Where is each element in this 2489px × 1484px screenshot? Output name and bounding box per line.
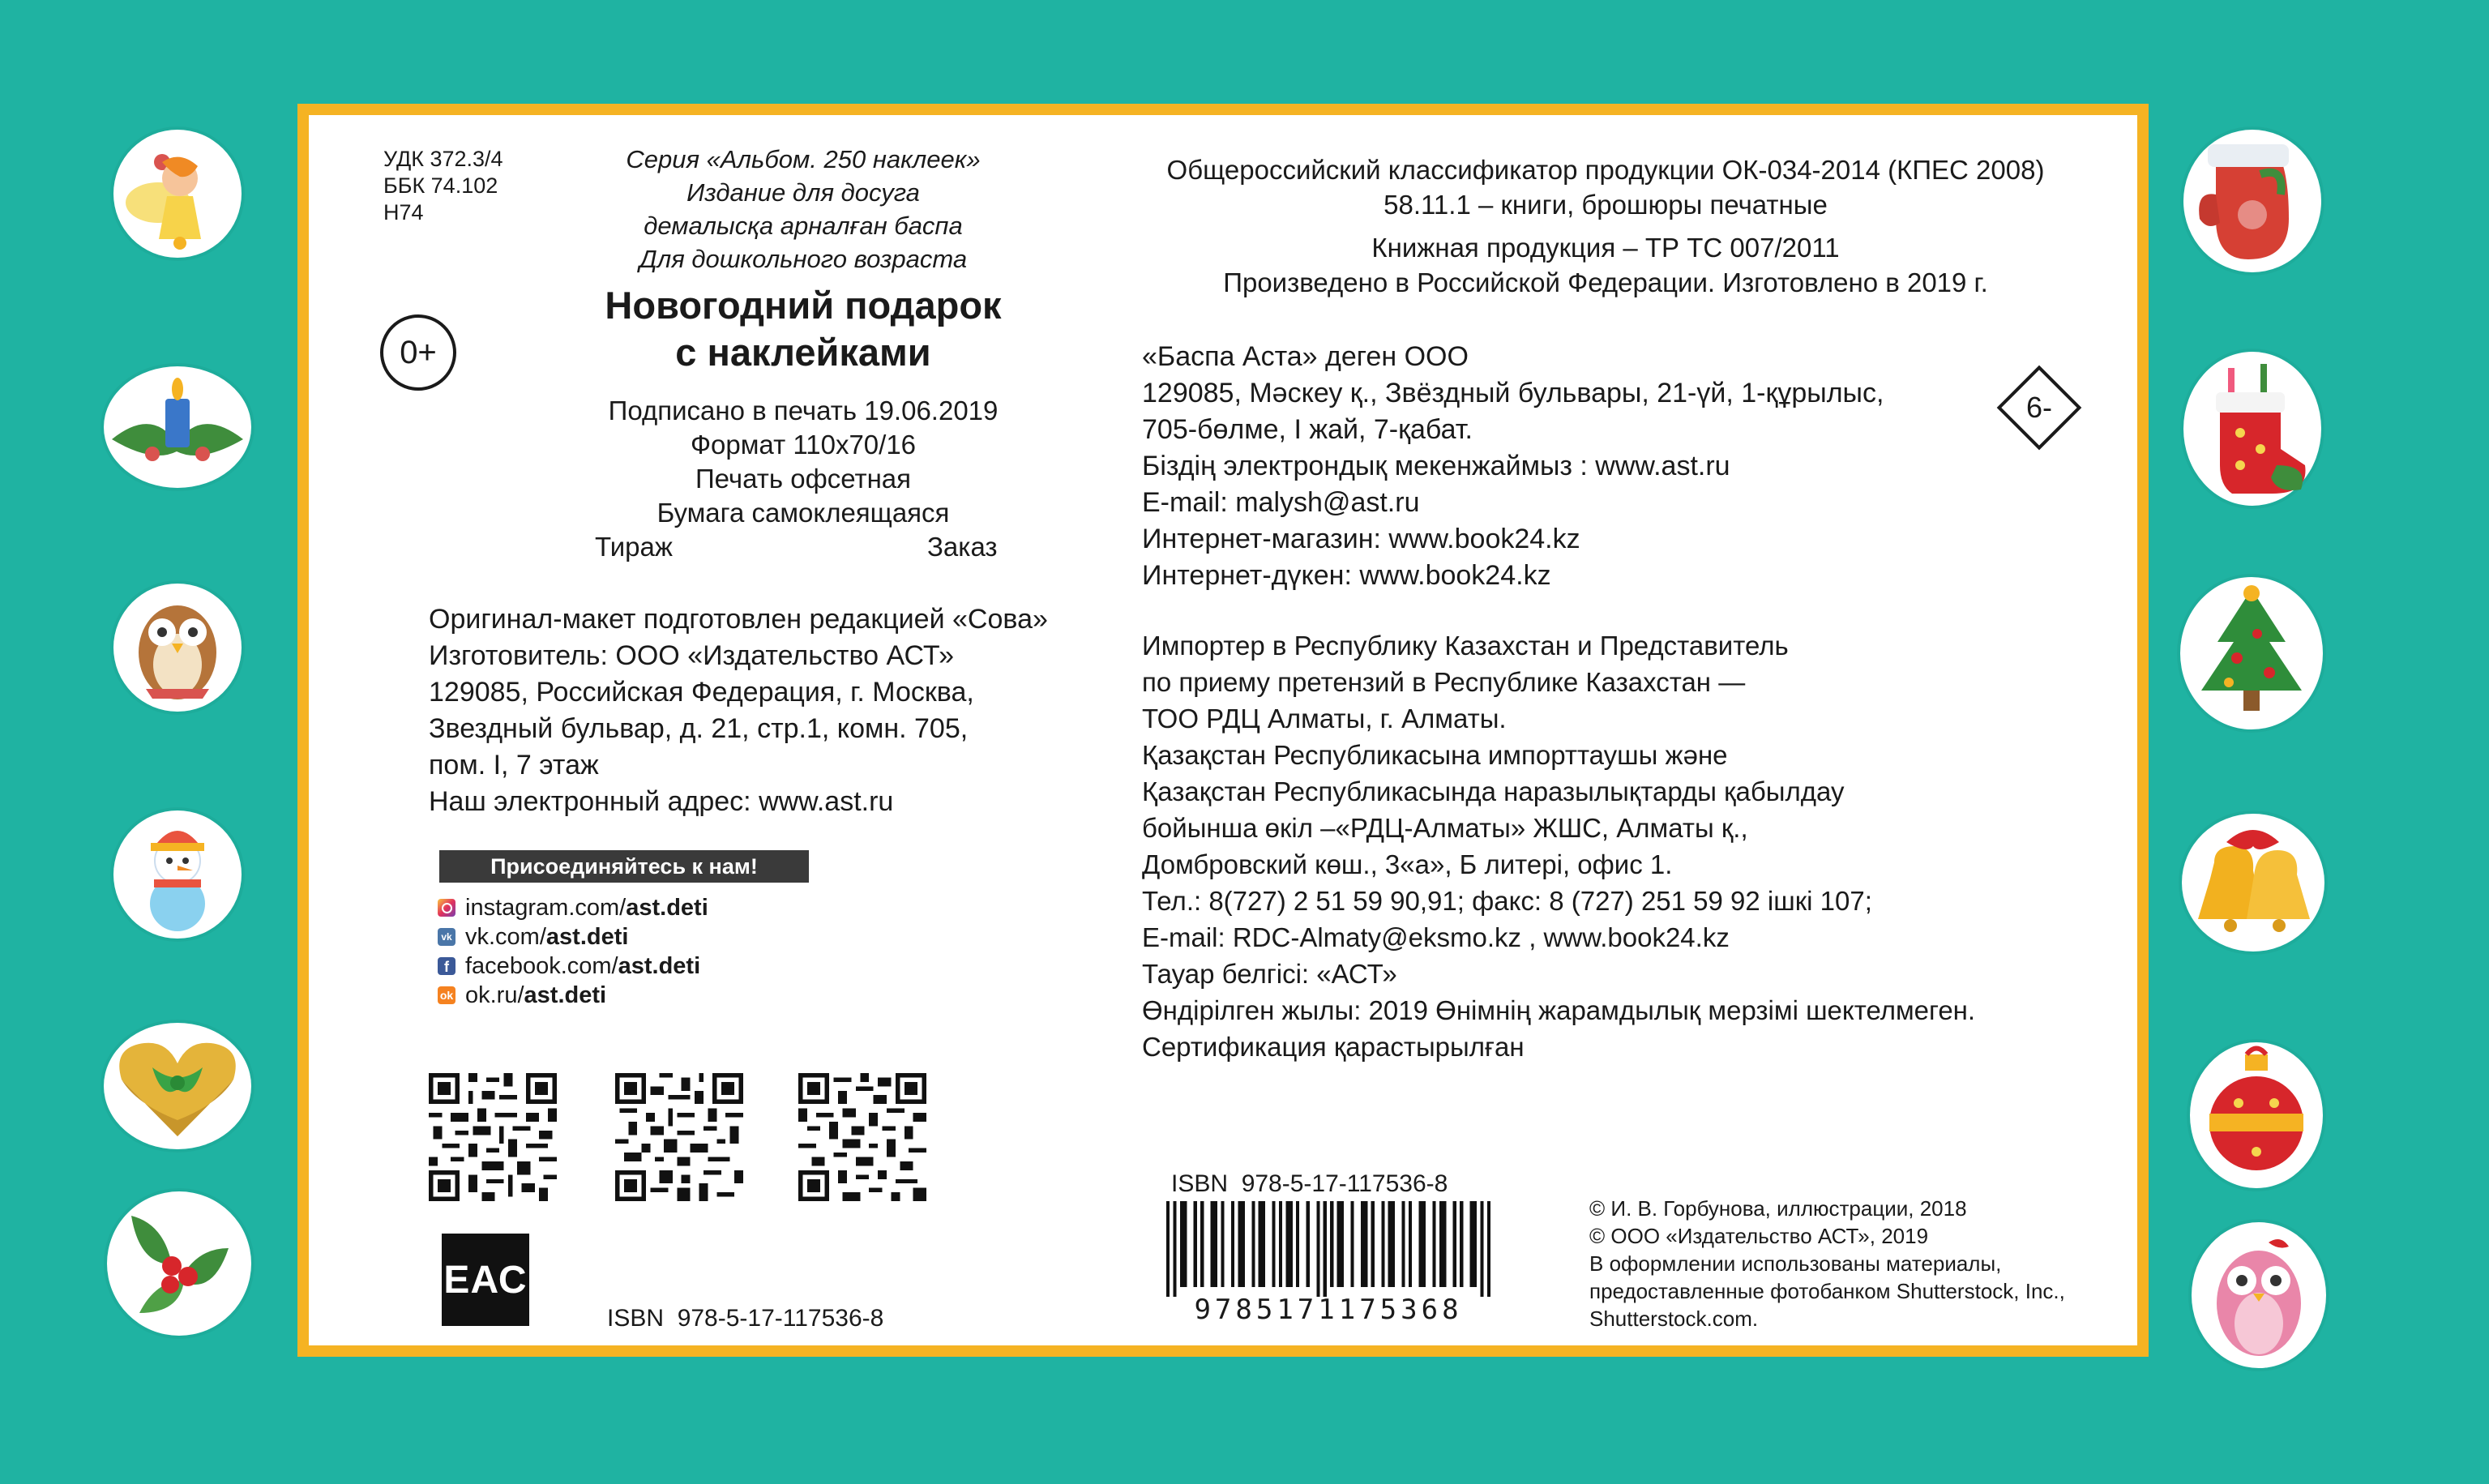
candle-wreath-sticker (104, 366, 251, 488)
ornament-ball-sticker (2190, 1042, 2323, 1188)
stocking-sticker (2183, 352, 2321, 506)
signed-to-print: Подписано в печать 19.06.2019 (608, 396, 999, 426)
social-link-facebook[interactable] (438, 952, 708, 981)
kz-publisher-line: 129085, Мәскеу қ., Звёздный бульвары, 21-үй, 1-құрылыс, (1142, 378, 1884, 408)
social-link-instagram[interactable] (438, 893, 708, 922)
age-mark-right-text: 6- (2025, 391, 2052, 424)
paper-type: Бумага самоклеящаяся (656, 498, 950, 528)
importer-line: бойынша өкіл –«РДЦ-Алматы» ЖШС, Алматы қ., (1142, 813, 1748, 843)
bbk-code: ББК 74.102 (383, 173, 498, 198)
publisher-line: Наш электронный адрес: www.ast.ru (429, 786, 894, 817)
social-handle: ast.deti (618, 953, 701, 979)
print-type: Печать офсетная (695, 464, 912, 494)
importer-line: Қазақстан Республикасына импорттаушы және (1142, 740, 1728, 770)
bells-sticker (2182, 814, 2324, 952)
owl-sticker (113, 584, 242, 712)
importer-line: Тауар белгісі: «АСТ» (1142, 959, 1397, 989)
author-mark: Н74 (383, 200, 424, 225)
importer-line: Домбровский көш., 3«а», Б литері, офис 1. (1142, 849, 1673, 879)
eac-mark (442, 1234, 529, 1326)
barcode-isbn-label: ISBN 978-5-17-117536-8 (1171, 1170, 1448, 1197)
credits (1589, 1195, 2065, 1332)
social-links (438, 893, 708, 1010)
importer-line: E-mail: RDC-Almaty@eksmo.kz , www.book24.kz (1142, 922, 1730, 952)
importer-line: Қазақстан Республикасында наразылықтарды қабылдау (1142, 776, 1845, 806)
kz-publisher-line: Интернет-магазин: www.book24.kz (1142, 524, 1580, 554)
publisher-line: Изготовитель: ООО «Издательство АСТ» (429, 640, 955, 671)
qr-code[interactable] (615, 1073, 743, 1201)
instagram-icon (438, 899, 455, 917)
publisher-info (429, 601, 1048, 820)
christmas-tree-sticker (2180, 577, 2323, 729)
product-line: Произведено в Российской Федерации. Изготовлено в 2019 г. (1223, 267, 1988, 297)
publisher-line: пом. I, 7 этаж (429, 750, 599, 780)
barcode-digits: 9785171175368 (1194, 1294, 1463, 1326)
credit-line: предоставленные фотобанком Shutterstock, Inc., (1589, 1279, 2065, 1303)
series-info (576, 143, 1030, 276)
snowman-sticker (113, 810, 242, 939)
age-group: Для дошкольного возраста (639, 245, 968, 273)
classifier-line: 58.11.1 – книги, брошюры печатные (1383, 190, 1828, 220)
social-handle: ast.deti (524, 982, 607, 1008)
imprint-panel (297, 104, 2149, 1357)
leisure-edition-kz: демалысқа арналған баспа (644, 212, 963, 240)
kz-publisher-line: Біздің электрондық мекенжаймыз : www.ast.ru (1142, 451, 1730, 481)
isbn-bottom-left: ISBN 978-5-17-117536-8 (607, 1305, 884, 1332)
kz-publisher-line: E-mail: malysh@ast.ru (1142, 487, 1420, 518)
social-link-vk[interactable] (438, 922, 708, 952)
kz-publisher-line: 705-бөлме, I жай, 7-қабат. (1142, 414, 1473, 445)
credit-line: Shutterstock.com. (1589, 1307, 1759, 1331)
importer-line: ТОО РДЦ Алматы, г. Алматы. (1142, 704, 1507, 733)
holly-sticker (107, 1191, 251, 1336)
importer-line: Өндірілген жылы: 2019 Өнімнің жарамдылық мерзімі шектелмеген. (1142, 995, 1976, 1025)
print-info (552, 394, 1054, 530)
classification-codes (383, 146, 503, 226)
age-mark-text: 0+ (400, 334, 437, 370)
age-mark-circle (380, 314, 456, 391)
social-handle: ast.deti (626, 895, 708, 921)
eac-text: ЕАС (443, 1258, 528, 1302)
vk-icon: vk (438, 928, 455, 946)
gift-heart-sticker (104, 1023, 251, 1149)
kz-publisher-line: «Баспа Аста» деген ООО (1142, 341, 1469, 372)
tirazh-label: Тираж (595, 532, 673, 562)
join-banner (439, 850, 809, 883)
title-line-1: Новогодний подарок (605, 284, 1002, 327)
udk-code: УДК 372.3/4 (383, 147, 503, 171)
social-prefix: facebook.com/ (465, 953, 618, 979)
format: Формат 110x70/16 (690, 430, 917, 460)
title-line-2: с наклейками (675, 331, 931, 374)
zakaz-label: Заказ (927, 532, 998, 562)
social-link-ok[interactable] (438, 981, 708, 1010)
social-prefix: ok.ru/ (465, 982, 524, 1008)
social-prefix: vk.com/ (465, 924, 546, 950)
kz-publisher-line: Интернет-дүкен: www.book24.kz (1142, 560, 1551, 591)
social-handle: ast.deti (545, 924, 629, 950)
classifier-line: Общероссийский классификатор продукции ОК-034-2014 (КПЕС 2008) (1166, 155, 2045, 185)
publisher-line: Звездный бульвар, д. 21, стр.1, комн. 705, (429, 713, 969, 744)
importer-line: Сертификация қарастырылған (1142, 1032, 1525, 1062)
angel-sticker (113, 130, 242, 258)
product-info (1087, 230, 2124, 300)
publisher-line: Оригинал-макет подготовлен редакцией «Сова» (429, 604, 1048, 635)
facebook-icon: f (438, 957, 455, 975)
mitten-sticker (2183, 130, 2321, 272)
credit-line: В оформлении использованы материалы, (1589, 1251, 2002, 1276)
leisure-edition: Издание для досуга (686, 178, 920, 207)
kz-publisher-info (1142, 339, 1884, 594)
book-title (552, 282, 1054, 376)
qr-code[interactable] (429, 1073, 557, 1201)
ok-icon: ok (438, 986, 455, 1004)
importer-line: Импортер в Республику Казахстан и Представитель (1142, 631, 1789, 661)
classifier-info (1087, 152, 2124, 222)
barcode (1166, 1201, 1490, 1297)
importer-line: по приему претензий в Республике Казахстан — (1142, 667, 1746, 697)
pink-owl-sticker (2192, 1222, 2326, 1368)
publisher-line: 129085, Российская Федерация, г. Москва, (429, 677, 974, 708)
join-banner-text: Присоединяйтесь к нам! (490, 854, 758, 879)
product-line: Книжная продукция – ТР ТС 007/2011 (1371, 233, 1840, 263)
credit-line: © ООО «Издательство АСТ», 2019 (1589, 1224, 1929, 1248)
series-title: Серия «Альбом. 250 наклеек» (626, 145, 981, 173)
credit-line: © И. В. Горбунова, иллюстрации, 2018 (1589, 1196, 1967, 1221)
qr-code[interactable] (798, 1073, 926, 1201)
social-prefix: instagram.com/ (465, 895, 627, 921)
importer-info (1142, 627, 1975, 1065)
importer-line: Тел.: 8(727) 2 51 59 90,91; факс: 8 (727) 251 59 92 ішкі 107; (1142, 886, 1872, 916)
